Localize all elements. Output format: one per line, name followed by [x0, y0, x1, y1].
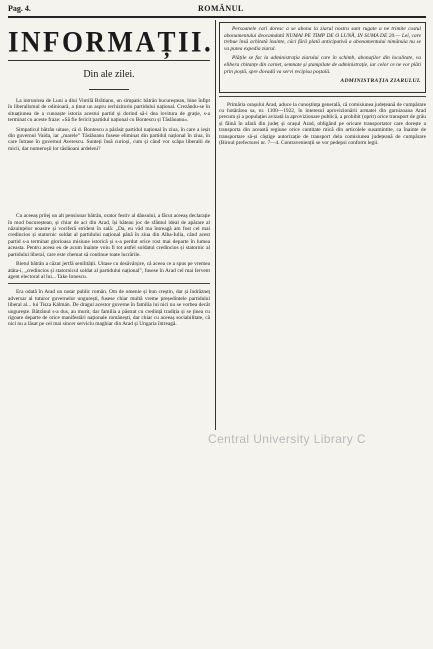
- article-paragraph: Simpaticul bătrân uitase, că d. Bontescu a părăsit partidul național în ziua, în care a ieșit din guvernul Vaida, iar „marele” Tăslăoanu fusese eliminat din partidul național în ziua, în care întrase în guvernul Averescu. Sunteți însă curioși, cum și când vor scăpa liberalii de micii, dar numeroșii lor tăslăoani ardeleni?: [8, 126, 210, 152]
- notice-paragraph: Persoanele cari doresc a se abona la ziarul nostru sunt rugate a ne trimite costul abonamentului deocamdată NUMAI PE TIMP DE O LUNĂ, IN SUMA DE 20.— Lei, care trebue însă achitată înainte, căci fără plată anticipativă a abonamentului nimănuia nu se va putea expedia ziarul.: [224, 26, 421, 52]
- article-paragraph: Era odată în Arad un notar public român. Om de omenie și bun creștin, dar și îndrăzneț adversar al tuturor guvernelor ungurești, fusese chiar multă vreme președintele partidului liberal al... lui Tisza Kálmán. De dragul acestor guverne în familia lui nici nu se vorbea decât ungurește. Bătrânul s-a dus, au murit, dar familia a păstrat cu credință tradiția și se ținea cu rigoare departe de orice manifestări naționale românești, dar chiar cu aceeaș sociabilitate, că nici nu a lăsat pe cel mai sincer serviciu maghiar din Arad și Ungaria întreagă.: [8, 289, 210, 328]
- article-paragraph: Cu aceeaș prilej un alt pensionar bătrân, orator festiv al dânsului, a făcut aceeaș declarație în mod bucureștean, și chiar de aci din Arad, își băteau joc de sfântul ideal de apărare al năzuințelor noastre și vociferă strident în sală: „Da, eu văd ma întreagă am fost cel mai credincios și statornic soldat al partidului național până în ziua din Alba-Iulia, când acest partid s-a terminat glorioasa misiune istorică și s-a perdut orice rost mai departe în lumea aceasta. Pentru aceea eu de acum înainte voiu fi tot astfel soldatul credincios și statornic al partidului liberal, care este chemat să continue toate lucrările.: [8, 213, 210, 258]
- article-paragraph: La intrunirea de Luni a dlui Vintilă Brătianu, un simpatic bătrân bucureștean, bine înfipt în liberalismul de odinioară, a ținut un aspru rechizitoriu partidului național. Crezându-se în situațiunea de a cunoaște istoria acestui partid și dorind să-i dea lovitura de grație, s-a terminat cu aceste fraze: «Să fie fericit partidul național cu Bontescu și Tăslăoanu».: [8, 98, 210, 124]
- notice-signature: ADMINISTRAȚIA ZIARULUI.: [340, 78, 421, 85]
- article-paragraph: Bietul bătrân a căzut jertfă senilității. Uitase cu desăvârșire, că aceea ce a spus pe vremea atâta-i, „credincios și statornicul soldat al partidului național”, fusese în Arad cel mai fervent agent electoral al lui... Take Ionescu.: [8, 261, 210, 280]
- section-title: INFORMAȚII.: [8, 24, 214, 58]
- blank-space: [8, 155, 210, 213]
- column-divider: [215, 20, 216, 430]
- article-separator: [219, 96, 426, 97]
- right-column: [219, 22, 426, 149]
- newspaper-name: ROMÂNUL: [198, 4, 244, 13]
- article-separator: [8, 283, 210, 284]
- left-column: [8, 22, 214, 331]
- section-subtitle: Din ale zilei.: [83, 69, 135, 80]
- title-rule: [8, 60, 210, 61]
- notice-paragraph: Plățile se fac la administrația ziarului care în schimb, abonaților din localitate, va elibera chitanțe din carnet, semnate și ștampilate de administrație, iar celor ce ne vor plăti prin poștă, spre dovadă va servi recipisa poștală.: [224, 55, 421, 75]
- header-rule: [8, 16, 426, 18]
- subtitle-rule: [89, 89, 129, 90]
- library-watermark: Central University Library C: [208, 432, 366, 446]
- article-paragraph: Primăria orașului Arad, aduce la cunoștința generală, că comisiunea județeană de cumpărare cu hotărârea sa, nr. 1100—1922, în interesul aprovizionării armatei din garnizoana Arad precum și a populației avizată la aprovizionare publică, a prohibit (oprit) orice transport de grâu și făină în afară din județ și orașul Arad, obligând pe oricare transportator care dorește a transporta din această regiune orice cantitate mică din articolele susamintite, ca înainte de transportare să-și câștige autorizație de transport dela comisiunea județeană de cumpărare (Biroul prefecturei nr. 7—4. Contravenienții se vor pedepsi conform legii.: [219, 101, 426, 146]
- page-number: Pag. 4.: [8, 4, 31, 13]
- page-header: [8, 4, 426, 16]
- subscription-notice: [219, 22, 426, 93]
